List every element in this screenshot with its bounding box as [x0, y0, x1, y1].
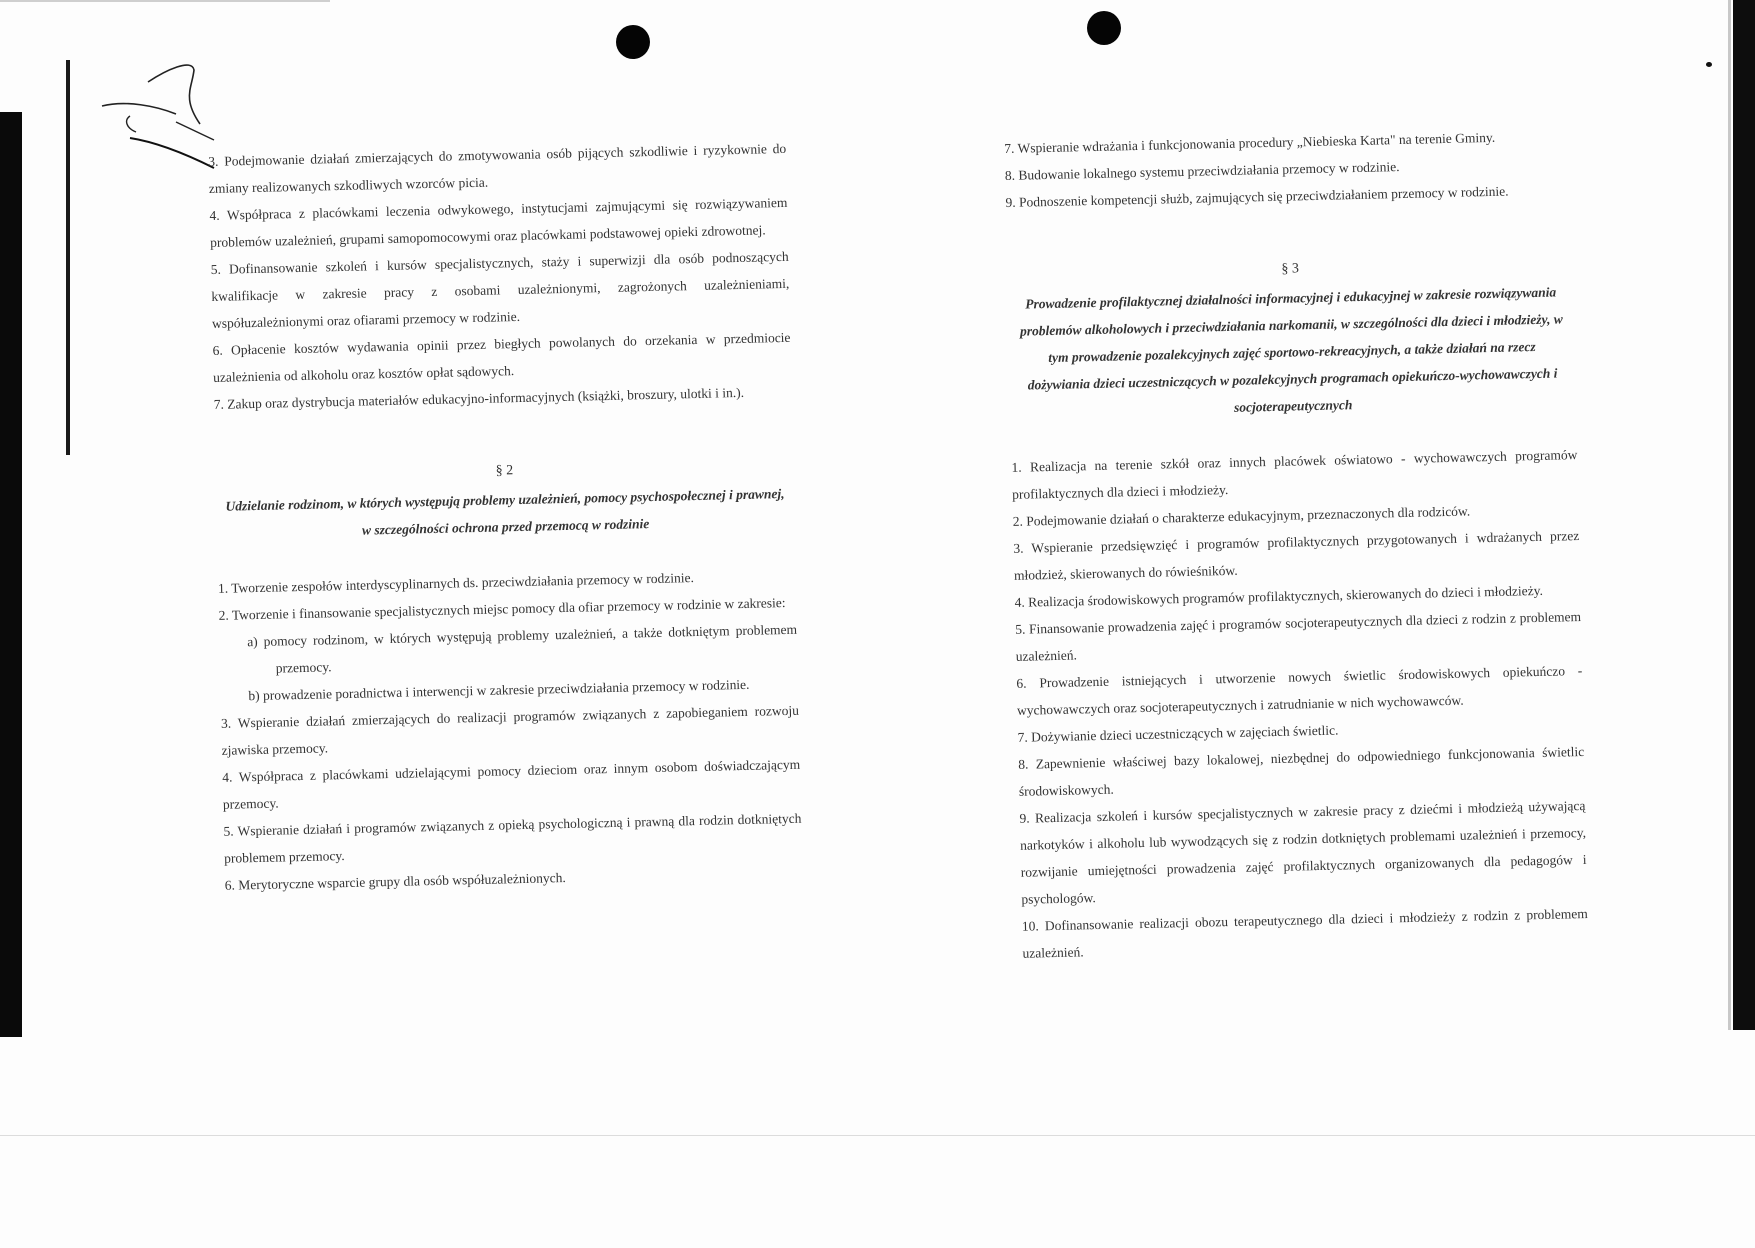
list-item: 1. Realizacja na terenie szkół oraz innych placówek oświatowo - wychowawczych programów profilaktycznych dla dzieci i młodzieży.: [1011, 447, 1578, 502]
list-item: 7. Wspieranie wdrażania i funkcjonowania procedury „Niebieska Karta" na terenie Gminy.: [1004, 129, 1496, 156]
list-item: 5. Finansowanie prowadzenia zajęć i programów socjoterapeutycznych dla dzieci z rodzin z problemem uzależnień.: [1015, 609, 1582, 664]
sub-list-item: b) prowadzenie poradnictwa i interwencji w zakresie przeciwdziałania przemocy w rodzinie.: [248, 676, 750, 704]
list-item: 6. Opłacenie kosztów wydawania opinii przez biegłych powolanych do orzekania w przedmiocie uzależnienia od alkoholu oraz kosztów opłat sądowych.: [212, 329, 791, 385]
list-item: 3. Podejmowanie działań zmierzających do zmotywowania osób pijących szkodliwie i ryzykownie do zmiany realizowanych szkodliwych wzorców picia.: [208, 140, 787, 196]
list-item: 5. Wspieranie działań i programów związanych z opieką psychologiczną i prawną dla rodzin dotkniętych problemem przemocy.: [223, 810, 802, 866]
scan-edge-bottom: [0, 1135, 1755, 1136]
scan-edge-right-line: [1728, 0, 1731, 1030]
list-item: 7. Zakup oraz dystrybucja materiałów edukacyjno-informacyjnych (książki, broszury, ulotki i in.).: [213, 384, 745, 412]
punch-hole-right: [1087, 11, 1121, 45]
list-item: 4. Realizacja środowiskowych programów profilaktycznych, skierowanych do dzieci i młodzieży.: [1014, 582, 1544, 610]
binding-line: [66, 60, 70, 455]
sub-list-item: a) pomocy rodzinom, w których występują problemy uzależnień, a także dotkniętym problemem przemocy.: [247, 621, 798, 676]
right-page: [1004, 122, 1589, 967]
section-number: § 3: [1281, 261, 1300, 277]
scan-edge-right: [1733, 0, 1755, 1030]
list-item: 5. Dofinansowanie szkoleń i kursów specjalistycznych, staży i superwizji dla osób podnoszących kwalifikacje w zakresie pracy z osobami uzależnionymi, zagrożonych uzależnieniami, współuzależnionymi oraz ofiarami przemocy w rodzinie.: [210, 248, 790, 331]
left-page: [208, 135, 803, 899]
list-item: 6. Prowadzenie istniejących i utworzenie nowych świetlic środowiskowych opiekuńczo - wychowawczych oraz socjoterapeutycznych i zatrudnianie w nich wychowawców.: [1016, 663, 1583, 718]
section-title: Prowadzenie profilaktycznej działalności informacyjnej i edukacyjnej w zakresie rozwiązywania problemów alkoholowych i przeciwdziałania narkomanii, w szczególności dla dzieci i młodzieży, w tym prowadzenie pozalekcyjnych zajęć sportowo-rekreacyjnych, a także działań na rzecz dożywiania dzieci uczestniczących w pozalekcyjnych programach opiekuńczo-wychowawczych i socjoterapeutycznych: [1019, 284, 1563, 415]
list-item: 8. Zapewnienie właściwej bazy lokalowej, niezbędnej do odpowiedniego funkcjonowania świetlic środowiskowych.: [1018, 743, 1585, 799]
list-item: 3. Wspieranie przedsięwzięć i programów profilaktycznych przygotowanych i wdrażanych przez młodzież, skierowanych do rówieśników.: [1013, 528, 1580, 583]
punch-hole-left: [616, 25, 650, 59]
scan-edge-left: [0, 112, 22, 1037]
list-item: 6. Merytoryczne wsparcie grupy dla osób współuzależnionych.: [224, 870, 566, 893]
scan-edge-top: [0, 0, 330, 2]
list-item: 3. Wspieranie działań zmierzających do realizacji programów związanych z zapobieganiem rozwoju zjawiska przemocy.: [220, 702, 800, 758]
list-item: 9. Realizacja szkoleń i kursów specjalistycznych w zakresie pracy z dziećmi i młodzieżą używającą narkotyków i alkoholu lub wywodzących się z rodzin dotkniętych problemami uzależnień i przemocy, rozwijanie umiejętności prowadzenia zajęć profilaktycznych organizowanych dla pedagogów i psychologów.: [1019, 797, 1587, 907]
list-item: 10. Dofinansowanie realizacji obozu terapeutycznego dla dzieci i młodzieży z rodzin z problemem uzależnień.: [1021, 905, 1588, 961]
list-item: 2. Tworzenie i finansowanie specjalistycznych miejsc pomocy dla ofiar przemocy w rodzinie w zakresie:: [218, 595, 786, 623]
list-item: 2. Podejmowanie działań o charakterze edukacyjnym, przeznaczonych dla rodziców.: [1012, 503, 1471, 529]
list-item: 7. Dożywianie dzieci uczestniczących w zajęciach świetlic.: [1017, 722, 1339, 745]
section-title: Udzielanie rodzinom, w których występują problemy uzależnień, pomocy psychospołecznej i prawnej, w szczególności ochrona przed przemocą w rodzinie: [225, 486, 785, 538]
list-item: 4. Współpraca z placówkami leczenia odwykowego, instytucjami zajmującymi się rozwiązywaniem problemów uzależnień, grupami samopomocowymi oraz placówkami podstawowej opieki zdrowotnej.: [209, 194, 788, 250]
list-item: 8. Budowanie lokalnego systemu przeciwdziałania przemocy w rodzinie.: [1004, 159, 1400, 183]
section-number: § 2: [495, 463, 514, 479]
right-top-list: [1004, 122, 1572, 216]
scan-speck: [1706, 62, 1712, 67]
left-top-list: [208, 135, 792, 418]
list-item: 1. Tworzenie zespołów interdyscyplinarnych ds. przeciwdziałania przemocy w rodzinie.: [217, 570, 695, 596]
list-item: 9. Podnoszenie kompetencji służb, zajmujących się przeciwdziałaniem przemocy w rodzinie.: [1005, 183, 1509, 210]
list-item: 4. Współpraca z placówkami udzielającymi pomocy dzieciom oraz innym osobom doświadczającym przemocy.: [222, 756, 801, 812]
